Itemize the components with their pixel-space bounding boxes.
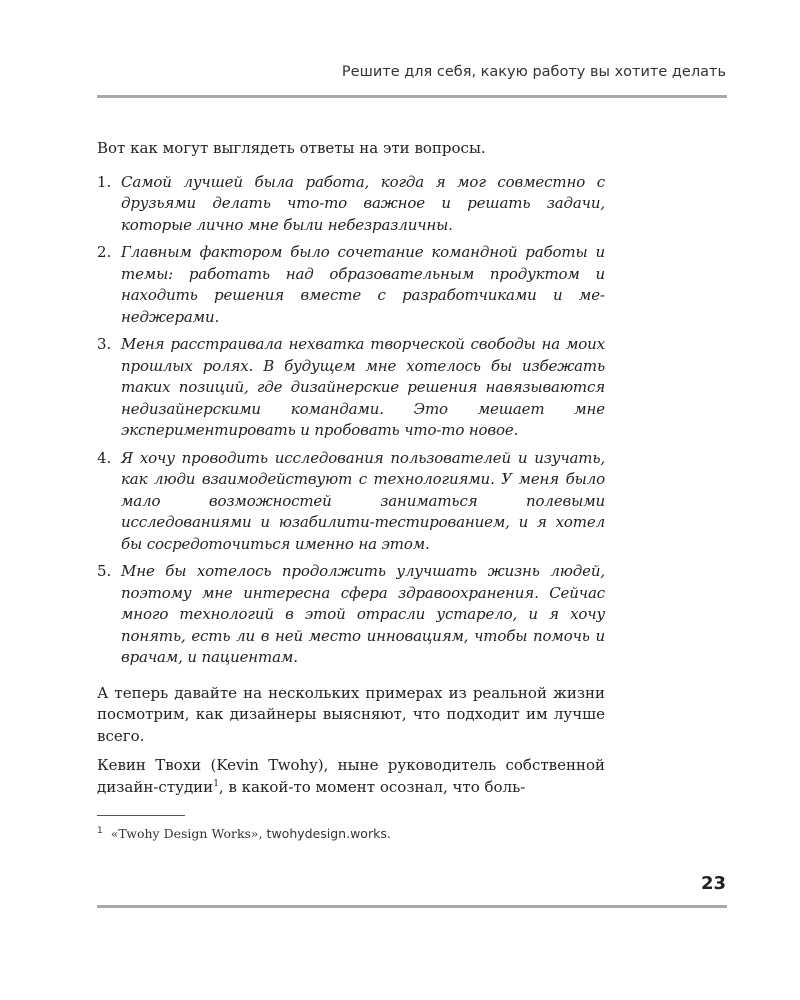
answers-list bbox=[97, 172, 605, 669]
list-item bbox=[97, 172, 605, 237]
footnote-separator: , bbox=[258, 826, 267, 841]
list-item-number: 5. bbox=[97, 562, 112, 580]
list-item-text: Я хочу проводить исследования пользователей и изучать, как люди взаимодействуют с технологиями. У меня было мало возможностей заниматься полевыми исследованиями и юзабилити-тестированием, и я хотел бы сосредоточиться именно на этом. bbox=[121, 448, 605, 553]
list-item-text: Мне бы хотелось продолжить улучшать жизнь людей, поэтому мне интересна сфера здравоохранения. Сейчас много технологий в этой отрасли устарело, и я хочу понять, есть ли в ней место инновациям, чтобы помочь и врачам, и пациентам. bbox=[121, 562, 605, 666]
list-item bbox=[97, 561, 605, 669]
intro-paragraph: Вот как могут выглядеть ответы на эти вопросы. bbox=[97, 139, 486, 157]
list-item-text: Самой лучшей была работа, когда я мог совместно с друзьями делать что-то важное и решать задачи, которые лично мне были небезразличны. bbox=[121, 172, 605, 234]
running-header: Решите для себя, какую работу вы хотите делать bbox=[341, 64, 726, 80]
page-body bbox=[97, 138, 605, 798]
list-item-number: 4. bbox=[97, 448, 112, 467]
footer-rule bbox=[97, 905, 727, 908]
footnote-reference: 1 bbox=[213, 778, 219, 789]
footnote-url: twohydesign.works. bbox=[266, 826, 391, 841]
footnote bbox=[97, 826, 391, 842]
footnote-title: «Twohy Design Works» bbox=[110, 826, 259, 841]
body-paragraph-twohy bbox=[97, 755, 605, 798]
list-item-number: 1. bbox=[97, 172, 112, 191]
list-item-number: 2. bbox=[97, 243, 112, 261]
footnote-divider bbox=[97, 815, 185, 816]
body-paragraph-examples: А теперь давайте на нескольких примерах из реальной жизни посмотрим, как дизайнеры выясняют, что подходит им лучше всего. bbox=[97, 683, 605, 745]
list-item-text: Меня расстраивала нехватка творческой свободы на моих прошлых ролях. В будущем мне хотелось бы избежать таких позиций, где дизайнерские решения навязываются недизайнерскими командами. Это мешает мне экспериментировать и пробовать что-то новое. bbox=[121, 335, 605, 439]
list-item bbox=[97, 334, 605, 442]
header-rule bbox=[97, 95, 727, 98]
list-item-number: 3. bbox=[97, 335, 112, 353]
paragraph-text-start: Кевин Твохи (Kevin Twohy), ныне руководитель собственной дизайн-студии bbox=[97, 756, 605, 796]
footnote-mark: 1 bbox=[97, 825, 103, 836]
list-item bbox=[97, 448, 605, 556]
page-number: 23 bbox=[700, 873, 726, 894]
list-item-text: Главным фактором было сочетание командной работы и темы: работать над образовательным продуктом и находить решения вместе с разработчиками и менеджерами. bbox=[121, 243, 605, 326]
paragraph-text-end: , в какой-то момент осознал, что боль- bbox=[218, 777, 526, 796]
list-item bbox=[97, 242, 605, 328]
